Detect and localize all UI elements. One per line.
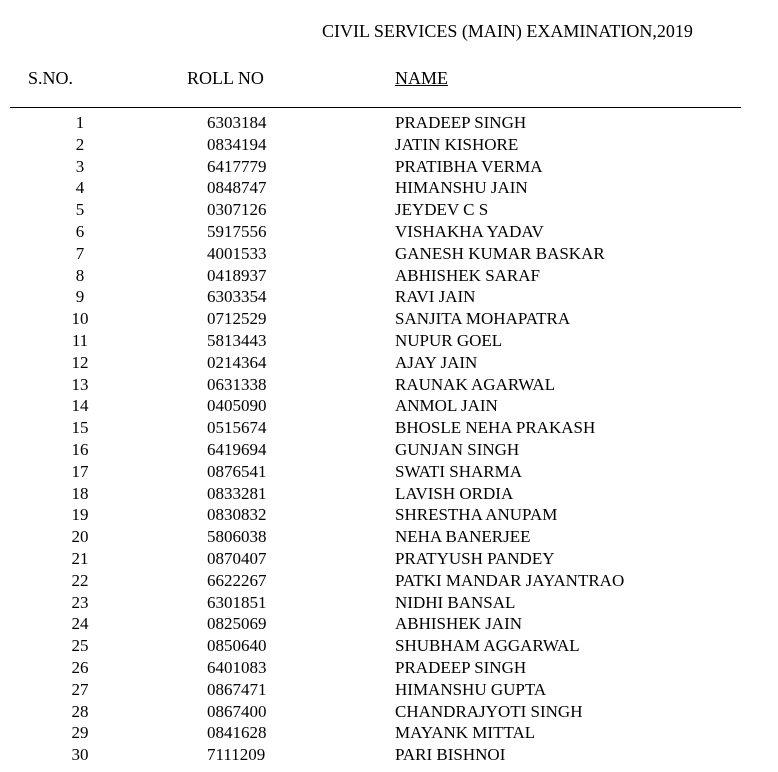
- candidate-name-cell: ANMOL JAIN: [395, 396, 498, 416]
- candidate-name-cell: NIDHI BANSAL: [395, 592, 516, 612]
- candidate-name-cell: SHUBHAM AGGARWAL: [395, 636, 580, 656]
- roll-number-cell: 0833281: [207, 483, 267, 503]
- roll-number-cell: 0712529: [207, 309, 267, 329]
- candidate-name-cell: MAYANK MITTAL: [395, 723, 536, 743]
- column-header-roll: ROLL NO: [187, 68, 264, 88]
- candidate-name-cell: GUNJAN SINGH: [395, 439, 520, 459]
- candidate-name-cell: NUPUR GOEL: [395, 330, 503, 350]
- table-row: [0, 657, 778, 679]
- roll-number-cell: 4001533: [207, 243, 267, 263]
- serial-number-cell: 30: [71, 745, 89, 765]
- serial-number-cell: 5: [75, 200, 85, 220]
- roll-number-cell: 0876541: [207, 461, 267, 481]
- roll-number-cell: 5806038: [207, 527, 267, 547]
- table-row: [0, 483, 778, 505]
- serial-number-cell: 15: [71, 418, 89, 438]
- roll-number-cell: 0214364: [207, 352, 267, 372]
- table-row: [0, 635, 778, 657]
- serial-number-cell: 6: [75, 221, 85, 241]
- roll-number-cell: 0870407: [207, 548, 267, 568]
- candidate-name-cell: ABHISHEK SARAF: [395, 265, 540, 285]
- column-header-name: NAME: [395, 68, 448, 88]
- roll-number-cell: 0307126: [207, 200, 267, 220]
- serial-number-cell: 22: [71, 570, 89, 590]
- table-row: [0, 134, 778, 156]
- table-row: [0, 352, 778, 374]
- candidate-name-cell: PRADEEP SINGH: [395, 657, 527, 677]
- serial-number-cell: 17: [71, 461, 89, 481]
- roll-number-cell: 0848747: [207, 178, 267, 198]
- table-row: [0, 221, 778, 243]
- serial-number-cell: 4: [75, 178, 85, 198]
- serial-number-cell: 14: [71, 396, 89, 416]
- roll-number-cell: 6401083: [207, 657, 267, 677]
- serial-number-cell: 21: [71, 548, 89, 568]
- serial-number-cell: 20: [71, 527, 89, 547]
- serial-number-cell: 24: [71, 614, 89, 634]
- roll-number-cell: 6419694: [207, 439, 267, 459]
- serial-number-cell: 9: [75, 287, 85, 307]
- column-header-sno: S.NO.: [28, 68, 74, 88]
- roll-number-cell: 7111209: [207, 745, 266, 765]
- roll-number-cell: 0850640: [207, 636, 267, 656]
- candidate-name-cell: PRADEEP SINGH: [395, 113, 527, 132]
- table-row: [0, 526, 778, 548]
- table-row: [0, 243, 778, 265]
- table-row: [0, 461, 778, 483]
- serial-number-cell: 11: [71, 330, 89, 350]
- candidate-name-cell: CHANDRAJYOTI SINGH: [395, 701, 583, 721]
- roll-number-cell: 6303354: [207, 287, 267, 307]
- roll-number-cell: 6417779: [207, 156, 267, 176]
- candidate-name-cell: PRATIBHA VERMA: [395, 156, 543, 176]
- serial-number-cell: 10: [71, 309, 89, 329]
- serial-number-cell: 7: [75, 243, 85, 263]
- serial-number-cell: 26: [71, 657, 89, 677]
- candidate-name-cell: BHOSLE NEHA PRAKASH: [395, 418, 596, 438]
- candidate-name-cell: HIMANSHU GUPTA: [395, 679, 547, 699]
- table-row: [0, 613, 778, 635]
- candidate-name-cell: ABHISHEK JAIN: [395, 614, 523, 634]
- candidate-name-cell: GANESH KUMAR BASKAR: [395, 243, 605, 263]
- header-divider: [10, 107, 741, 108]
- table-row: [0, 265, 778, 287]
- table-row: [0, 417, 778, 439]
- candidate-name-cell: SWATI SHARMA: [395, 461, 523, 481]
- table-row: [0, 548, 778, 570]
- candidate-name-cell: HIMANSHU JAIN: [395, 178, 528, 198]
- table-row: [0, 330, 778, 352]
- candidate-name-cell: PRATYUSH PANDEY: [395, 548, 555, 568]
- table-row: [0, 701, 778, 723]
- serial-number-cell: 13: [71, 374, 89, 394]
- roll-number-cell: 5917556: [207, 221, 267, 241]
- serial-number-cell: 28: [71, 701, 89, 721]
- roll-number-cell: 6301851: [207, 592, 267, 612]
- serial-number-cell: 19: [71, 505, 89, 525]
- serial-number-cell: 18: [71, 483, 89, 503]
- roll-number-cell: 0631338: [207, 374, 267, 394]
- serial-number-cell: 16: [71, 439, 89, 459]
- table-row: [0, 199, 778, 221]
- table-row: [0, 286, 778, 308]
- serial-number-cell: 25: [71, 636, 89, 656]
- serial-number-cell: 12: [71, 352, 89, 372]
- serial-number-cell: 8: [75, 265, 85, 285]
- candidate-name-cell: VISHAKHA YADAV: [395, 221, 544, 241]
- table-row: [0, 504, 778, 526]
- serial-number-cell: 29: [71, 723, 89, 743]
- table-row: [0, 722, 778, 744]
- serial-number-cell: 1: [75, 113, 85, 132]
- candidate-name-cell: SANJITA MOHAPATRA: [395, 309, 571, 329]
- table-row: [0, 156, 778, 178]
- table-row: [0, 592, 778, 614]
- table-row: [0, 395, 778, 417]
- candidate-name-cell: JATIN KISHORE: [395, 134, 519, 154]
- table-row: [0, 374, 778, 396]
- serial-number-cell: 23: [71, 592, 89, 612]
- table-row: [0, 570, 778, 592]
- roll-number-cell: 0834194: [207, 134, 267, 154]
- document-title: CIVIL SERVICES (MAIN) EXAMINATION,2019: [322, 21, 693, 41]
- roll-number-cell: 0825069: [207, 614, 267, 634]
- table-row: [0, 308, 778, 330]
- candidate-name-cell: RAVI JAIN: [395, 287, 476, 307]
- table-row: [0, 439, 778, 461]
- roll-number-cell: 0418937: [207, 265, 267, 285]
- candidate-name-cell: PARI BISHNOI: [395, 745, 506, 765]
- table-row: [0, 679, 778, 701]
- serial-number-cell: 27: [71, 679, 89, 699]
- candidate-name-cell: AJAY JAIN: [395, 352, 478, 372]
- candidate-name-cell: SHRESTHA ANUPAM: [395, 505, 558, 525]
- results-table: [0, 112, 778, 766]
- table-row: [0, 744, 778, 766]
- candidate-name-cell: PATKI MANDAR JAYANTRAO: [395, 570, 625, 590]
- candidate-name-cell: JEYDEV C S: [395, 200, 489, 220]
- table-row: [0, 177, 778, 199]
- roll-number-cell: 0515674: [207, 418, 267, 438]
- roll-number-cell: 5813443: [207, 330, 267, 350]
- roll-number-cell: 0405090: [207, 396, 267, 416]
- roll-number-cell: 6303184: [207, 113, 267, 132]
- roll-number-cell: 0867400: [207, 701, 267, 721]
- table-row: [0, 112, 778, 134]
- candidate-name-cell: LAVISH ORDIA: [395, 483, 514, 503]
- roll-number-cell: 6622267: [207, 570, 267, 590]
- roll-number-cell: 0841628: [207, 723, 267, 743]
- serial-number-cell: 2: [75, 134, 85, 154]
- candidate-name-cell: RAUNAK AGARWAL: [395, 374, 556, 394]
- roll-number-cell: 0830832: [207, 505, 267, 525]
- roll-number-cell: 0867471: [207, 679, 267, 699]
- candidate-name-cell: NEHA BANERJEE: [395, 527, 531, 547]
- serial-number-cell: 3: [75, 156, 85, 176]
